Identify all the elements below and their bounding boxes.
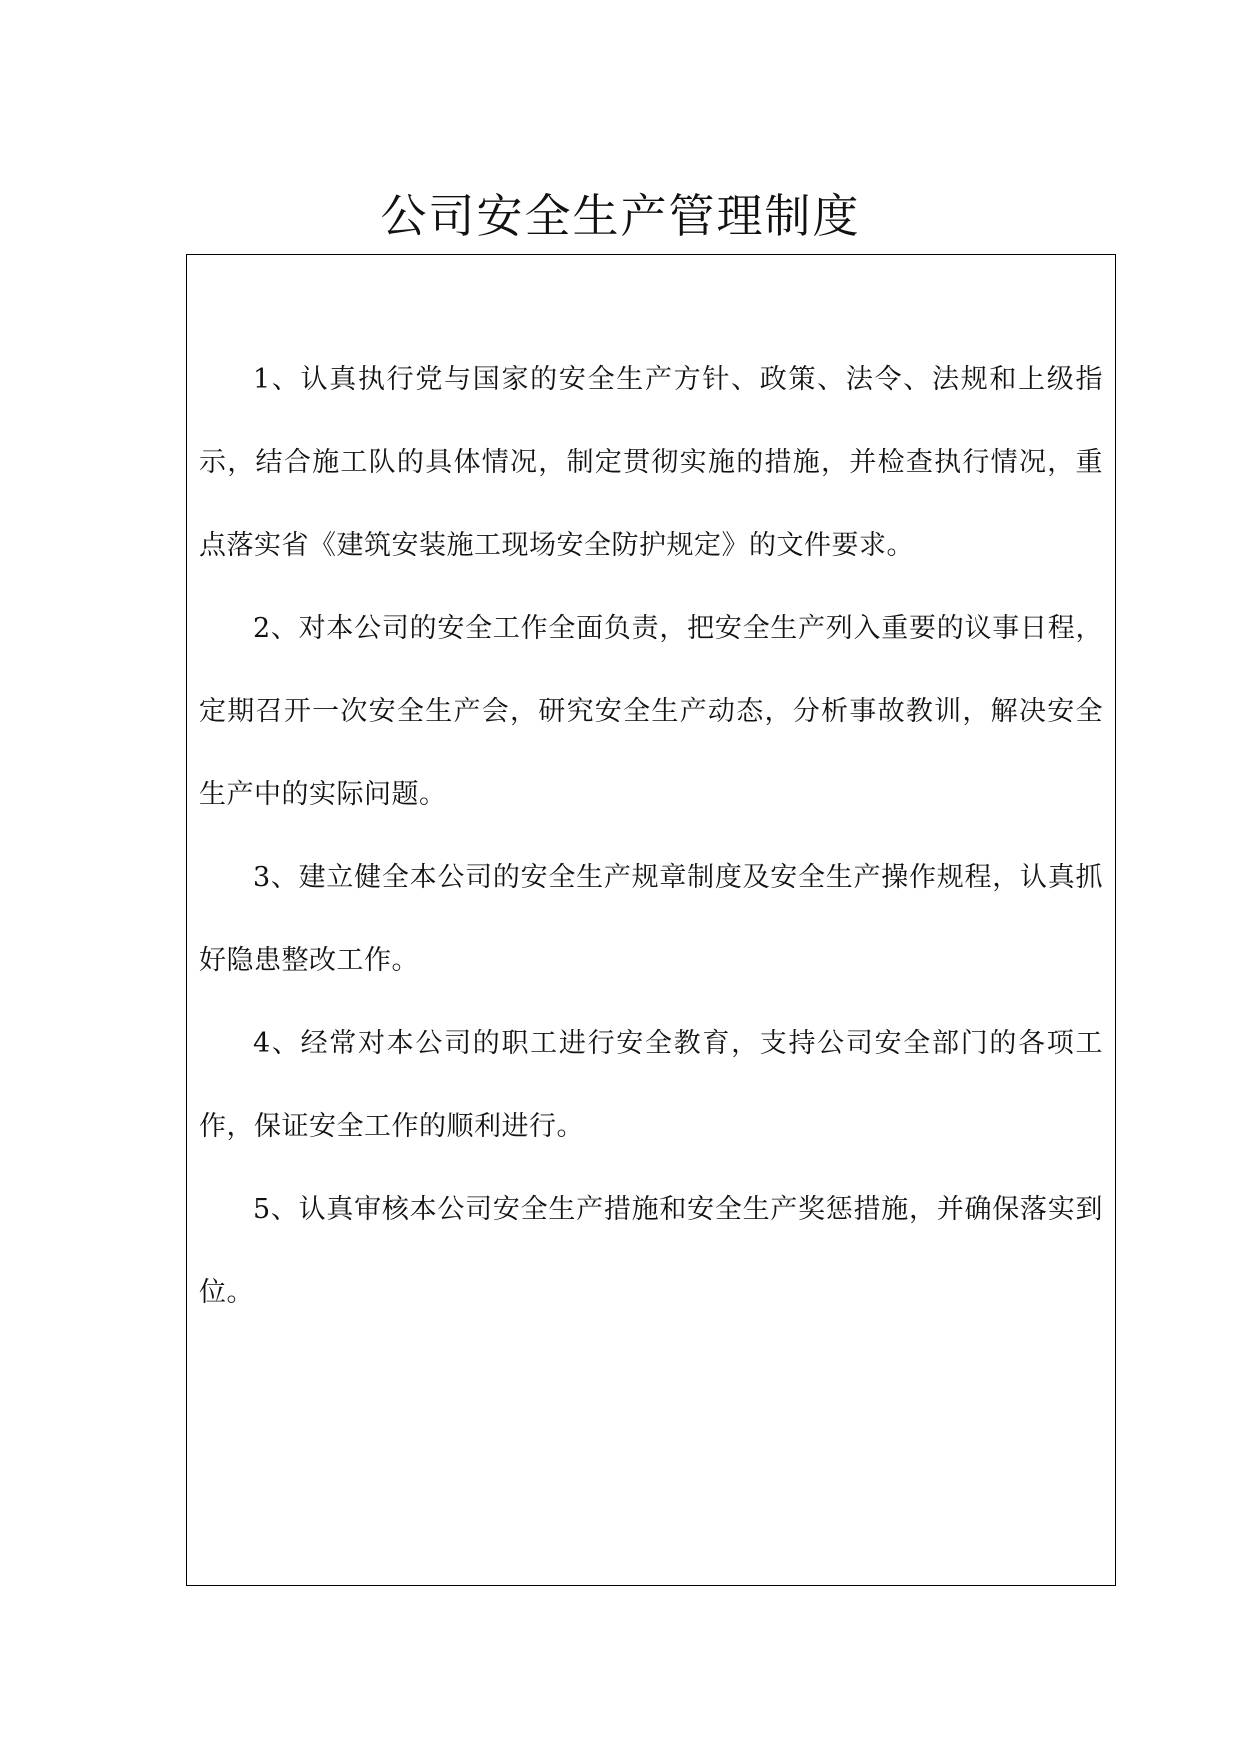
clause-4: 4、经常对本公司的职工进行安全教育，支持公司安全部门的各项工作，保证安全工作的顺利进行。 <box>199 1028 1103 1142</box>
clause-1: 1、认真执行党与国家的安全生产方针、政策、法令、法规和上级指示，结合施工队的具体情况，制定贯彻实施的措施，并检查执行情况，重点落实省《建筑安装施工现场安全防护规定》的文件要求。 <box>199 364 1103 561</box>
page-title: 公司安全生产管理制度 <box>380 189 861 243</box>
document-body <box>199 338 1103 1334</box>
clause-3: 3、建立健全本公司的安全生产规章制度及安全生产操作规程，认真抓好隐患整改工作。 <box>199 862 1103 976</box>
clause-5: 5、认真审核本公司安全生产措施和安全生产奖惩措施，并确保落实到位。 <box>199 1194 1103 1308</box>
clause-2: 2、对本公司的安全工作全面负责，把安全生产列入重要的议事日程，定期召开一次安全生产会，研究安全生产动态，分析事故教训，解决安全生产中的实际问题。 <box>199 613 1103 810</box>
